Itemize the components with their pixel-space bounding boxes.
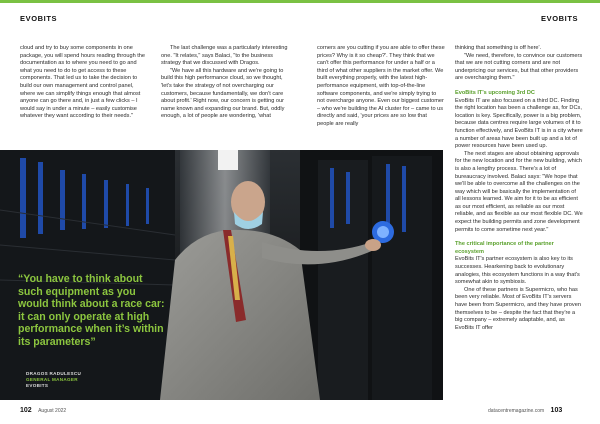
pull-quote: “You have to think about such equipment as you would think about a race car: it can only operate at high performance when it’s within its parameters” (18, 273, 165, 348)
page-number-right: 103 (550, 407, 563, 414)
paragraph: EvoBits IT's partner ecosystem is also key to its successes. Hearkening back to evolutionary analogies, this ecosystem functions in a way that's somewhat akin to symbiosis. (455, 256, 580, 286)
text-column-2 (161, 45, 292, 121)
paragraph: "We have all this hardware and we're going to build this high performance cloud, so we thought, 'let's take the strategy of not overcharging our customers, because fundamentally, we don't care about profit.' Right now, our concern is getting our name known and expanding our brand. But, oddly enough, a lot of people are wondering, 'what (161, 67, 285, 120)
quote-credit-title: GENERAL MANAGER (26, 377, 78, 382)
website-label: datacentremagazine.com (488, 408, 545, 414)
paragraph: thinking that something is off here'. (455, 45, 542, 51)
footer-right (488, 407, 562, 414)
paragraph: cloud and try to buy some components in one package, you will spend hours reading through the documentation as to where you need to go and what you need to do to get access to these components. That led us to take the decision to build our own management and control panel, where we can simplify things enough that almost anyone can go there and, in just a few clicks – I would say in under a minute – easily customise whatever they want according to their needs." (20, 45, 146, 120)
paragraph: "We need, therefore, to convince our customers that we are not cutting corners and are not underpricing our services, but that other providers are overcharging them." (455, 52, 583, 82)
header-right-brand: EVOBITS (541, 14, 579, 23)
paragraph: The last challenge was a particularly interesting one. "It relates," says Balaci, "to the business strategy that we discussed with Dragos. (161, 45, 288, 67)
quote-credit-name: DRAGOS RADULESCU (26, 371, 82, 376)
paragraph: One of these partners is Supermicro, who has been very reliable. Most of EvoBits IT's servers have been from Supermicro, and they have proven themselves to be – despite the fact that they're a big company – extremely adaptable, and, as EvoBits IT offer (455, 286, 581, 331)
text-column-4 (455, 45, 583, 332)
footer-left (20, 407, 66, 414)
text-column-3 (317, 45, 445, 129)
subheading: The critical importance of the partner ecosystem (455, 241, 554, 255)
paragraph: EvoBits IT are also focused on a third DC. Finding the right location has been a challenge as, for DCs, location is key. Specifically, power is a big problem, because data centres require large volumes of it to function effectively, and EvoBits IT is in a city where a number of areas have been built up and a lot of power resources have been used up. (455, 97, 583, 150)
issue-date: August 2022 (38, 408, 67, 414)
header-left-brand: EVOBITS (20, 14, 58, 23)
page-number-left: 102 (20, 407, 32, 414)
paragraph: The next stages are about obtaining approvals for the new location and for the new building, which is also a lengthy process. There's a lot of bureaucracy involved. Balaci says: "We hope that we'll be able to overcome all the challenges on the way which will be basically the implementation of all lessons learned. We aim for it to be as efficient as our most efficient, as reliable as our most reliable, and as flexible as our most flexible DC. We expect the building permits and zone development permits to come sometime next year." (455, 150, 583, 233)
quote-credit-company: EVOBITS (26, 383, 49, 388)
text-column-1 (20, 45, 148, 121)
subheading: EvoBits IT's upcoming 3rd DC (455, 89, 535, 96)
top-accent-rule (0, 0, 600, 3)
paragraph: corners are you cutting if you are able to offer these prices? Why is it so cheap?'. They think that we can't offer this performance for under a half or a third of what other suppliers in the market offer. We built everything properly, with the latest high-performance equipment, with top-of-the-line software components, and we're simply trying to not overcharge anyone. Even our biggest customer – who we're building the AI cluster for – came to us directly and said, 'your prices are so low that people are really (317, 45, 445, 127)
